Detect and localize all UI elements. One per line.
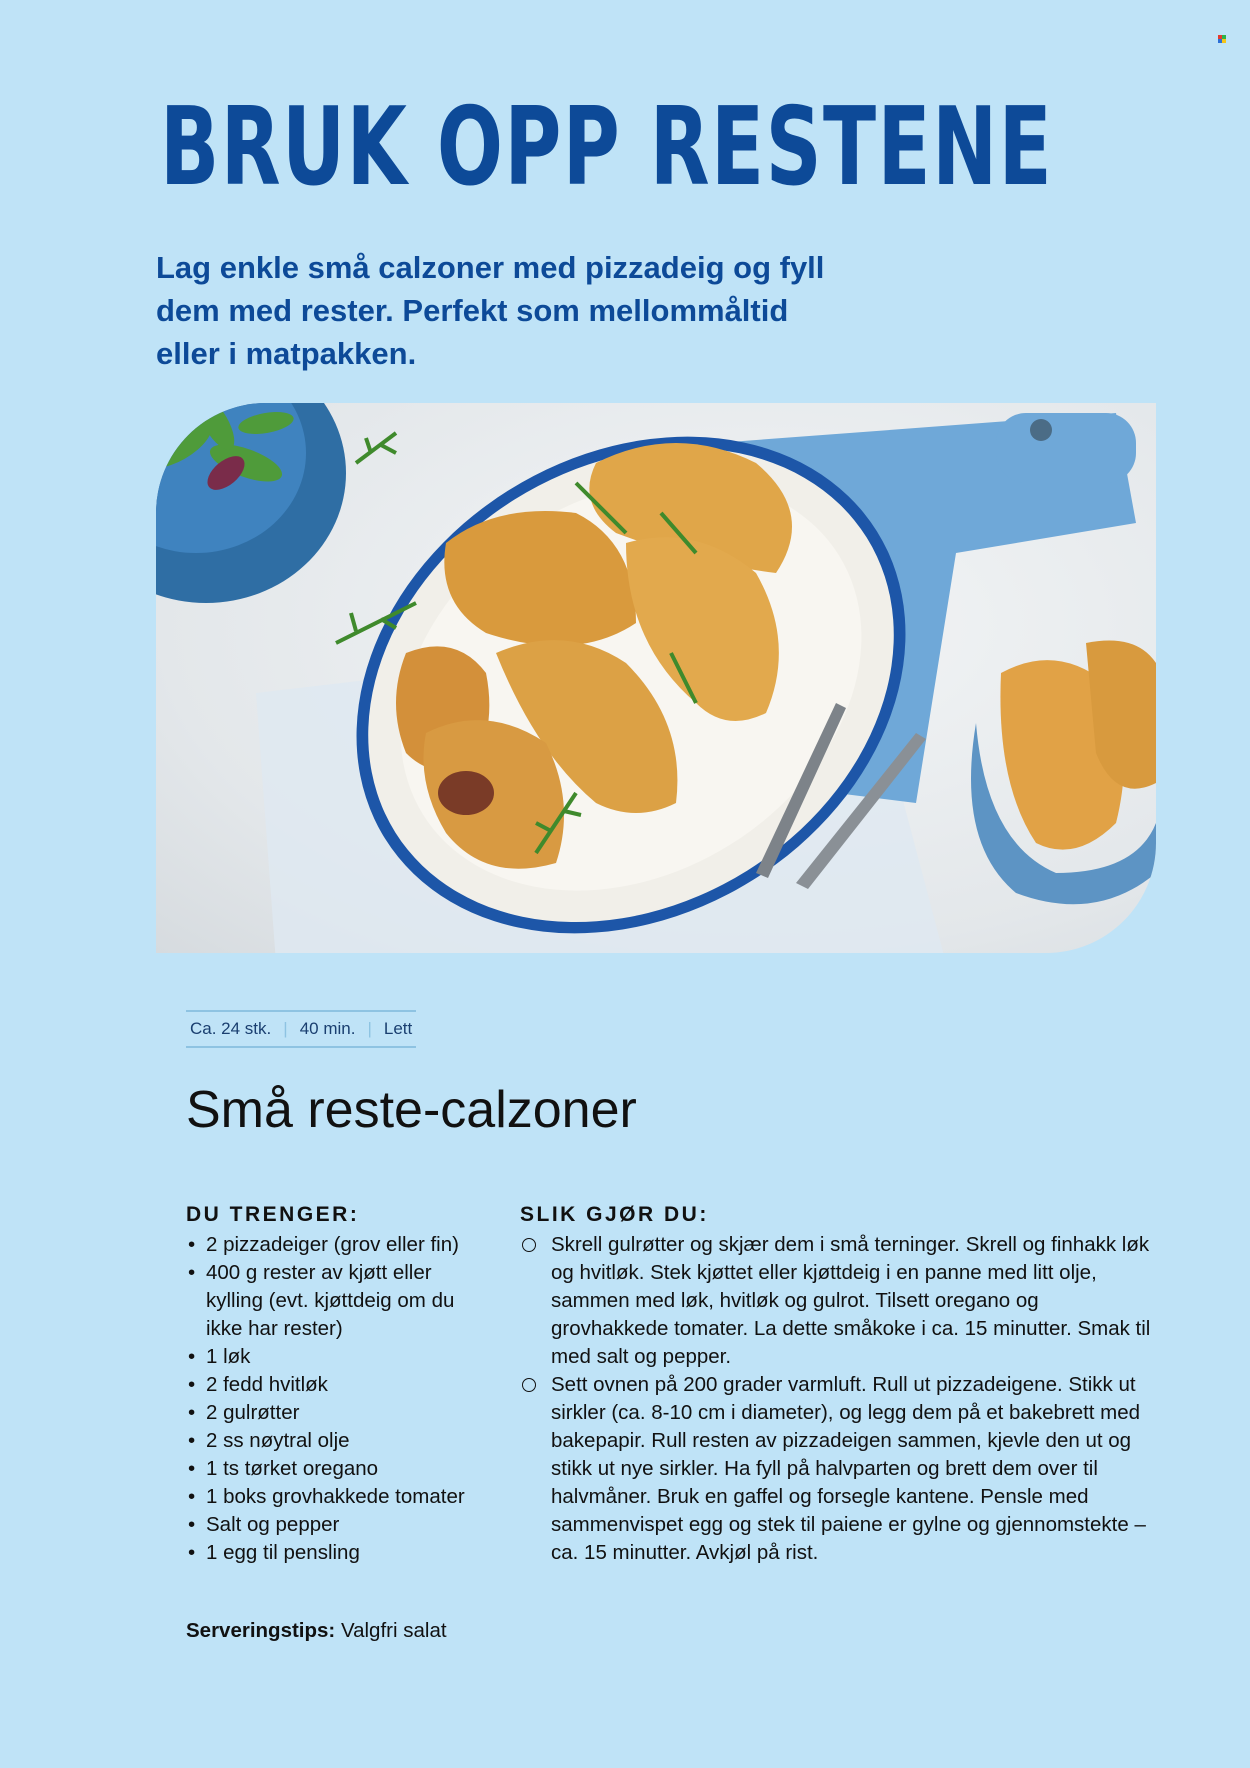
ingredient-item: • 1 boks grovhakkede tomater xyxy=(186,1483,486,1511)
calzone-photo xyxy=(156,403,1156,953)
meta-divider: | xyxy=(367,1019,372,1038)
method-step xyxy=(520,1371,1160,1567)
method-step-text: Skrell gulrøtter og skjær dem i små terninger. Skrell og finhakk løk og hvitløk. Stek kjøttet eller kjøttdeig i en panne med litt olje, sammen med løk, hvitløk og gulrot. Tilsett oregano og grovhakkede tomater. La dette småkoke i ca. 15 minutter. Smak til med salt og pepper. xyxy=(551,1233,1151,1368)
time-label: 40 min. xyxy=(299,1019,356,1038)
meta-divider: | xyxy=(283,1019,288,1038)
ingredients-heading: DU TRENGER: xyxy=(186,1203,360,1226)
servings-label: Ca. 24 stk. xyxy=(190,1019,272,1038)
ingredients-list xyxy=(186,1231,486,1567)
corner-color-mark xyxy=(1218,35,1226,43)
ingredient-item: • 2 ss nøytral olje xyxy=(186,1427,486,1455)
method-steps xyxy=(520,1231,1160,1567)
ingredient-item: • 2 gulrøtter xyxy=(186,1399,486,1427)
ingredient-item: • 1 ts tørket oregano xyxy=(186,1455,486,1483)
ingredient-item: • 2 pizzadeiger (grov eller fin) xyxy=(186,1231,486,1259)
calzone-photo-illustration xyxy=(156,403,1156,953)
ingredient-item: • Salt og pepper xyxy=(186,1511,486,1539)
ingredient-item: • 1 løk xyxy=(186,1343,486,1371)
ingredient-item: • 400 g rester av kjøtt eller kylling (evt. kjøttdeig om du ikke har rester) xyxy=(186,1259,486,1343)
recipe-meta-bar xyxy=(186,1010,416,1048)
ingredient-item: • 1 egg til pensling xyxy=(186,1539,486,1567)
ingredients-section xyxy=(186,1203,486,1567)
ingredient-item: • 2 fedd hvitløk xyxy=(186,1371,486,1399)
serving-tips xyxy=(186,1617,447,1645)
step-circle-icon xyxy=(522,1378,536,1392)
intro-text: Lag enkle små calzoner med pizzadeig og fyll dem med rester. Perfekt som mellommåltid eller i matpakken. xyxy=(156,250,825,371)
method-step-text: Sett ovnen på 200 grader varmluft. Rull ut pizzadeigene. Stikk ut sirkler (ca. 8-10 cm i diameter), og legg dem på et bakebrett med bakepapir. Rull resten av pizzadeigen sammen, kjevle den ut og stikk ut nye sirkler. Ha fyll på halvparten og brett dem over til halvmåner. Bruk en gaffel og forsegle kantene. Pensle med sammenvispet egg og stek til paiene er gylne og gjennomstekte – ca. 15 minutter. Avkjøl på rist. xyxy=(551,1373,1146,1564)
method-step xyxy=(520,1231,1160,1371)
recipe-title: Små reste-calzoner xyxy=(186,1081,637,1139)
method-section xyxy=(520,1203,1160,1567)
difficulty-label: Lett xyxy=(383,1019,413,1038)
step-circle-icon xyxy=(522,1238,536,1252)
method-heading: SLIK GJØR DU: xyxy=(520,1203,709,1226)
page-headline: BRUK OPP RESTENE xyxy=(160,85,1054,210)
serving-tips-label: Serveringstips: xyxy=(186,1619,336,1642)
serving-tips-text: Valgfri salat xyxy=(340,1619,447,1642)
